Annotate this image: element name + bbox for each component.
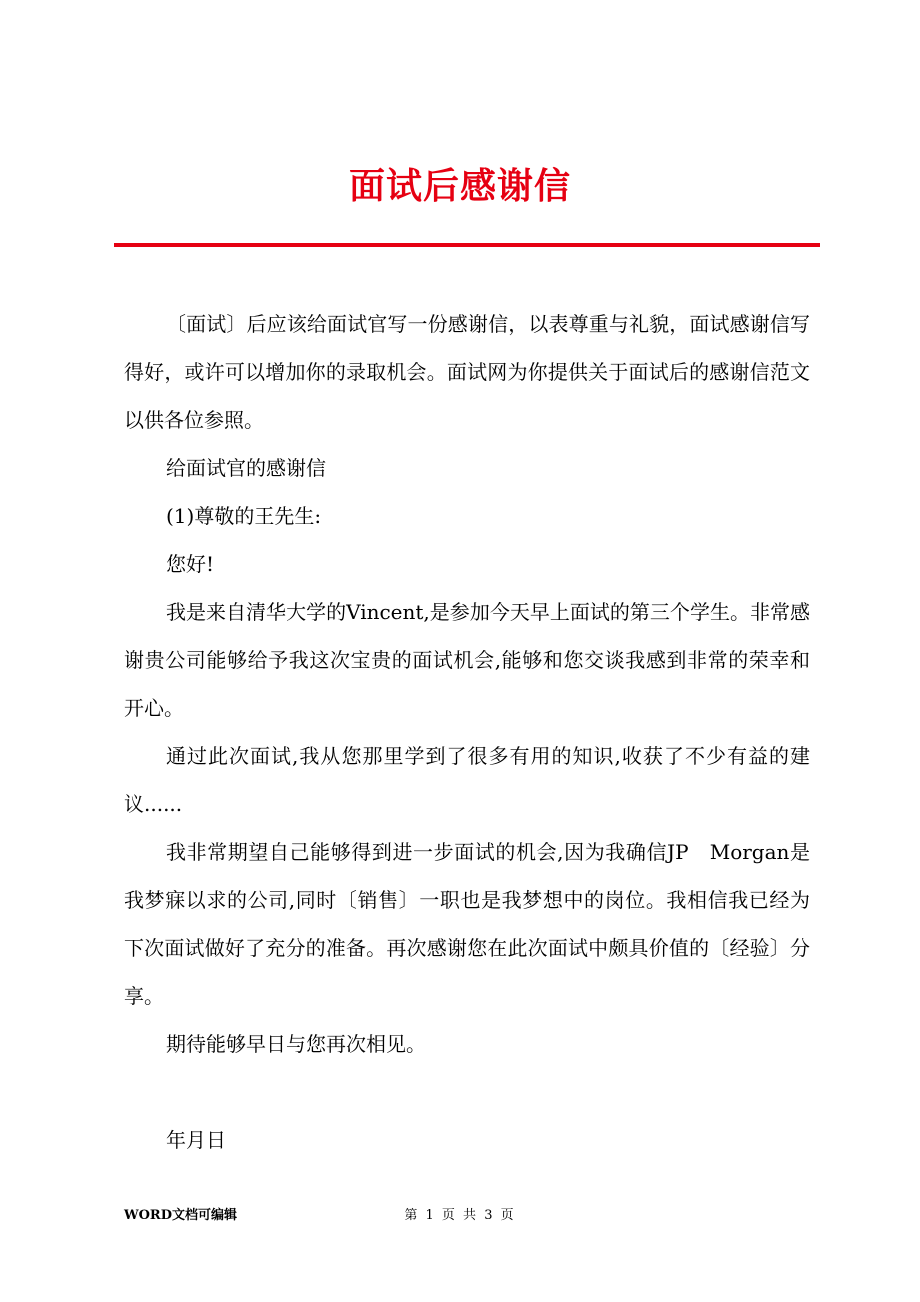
document-body [124, 300, 810, 1164]
body-paragraph-2: 通过此次面试,我从您那里学到了很多有用的知识,收获了不少有益的建议...... [124, 744, 810, 816]
title-divider [114, 243, 820, 247]
closing-paragraph: 期待能够早日与您再次相见。 [166, 1032, 426, 1056]
salutation: (1)尊敬的王先生: [166, 504, 322, 528]
body-paragraph-3: 我非常期望自己能够得到进一步面试的机会,因为我确信JP Morgan是我梦寐以求的公司,同时〔销售〕一职也是我梦想中的岗位。我相信我已经为下次面试做好了充分的准备。再次感谢您在此次面试中颇具价值的〔经验〕分享。 [124, 840, 810, 1008]
document-title: 面试后感谢信 [348, 165, 571, 207]
body-paragraph-1: 我是来自清华大学的Vincent,是参加今天早上面试的第三个学生。非常感谢贵公司能够给予我这次宝贵的面试机会,能够和您交谈我感到非常的荣幸和开心。 [124, 600, 810, 720]
greeting: 您好! [166, 552, 215, 576]
spacer [124, 1068, 810, 1116]
section-heading: 给面试官的感谢信 [166, 456, 326, 480]
date-line: 年月日 [166, 1128, 226, 1152]
footer-editable-note: WORD文档可编辑 [124, 1208, 238, 1223]
intro-paragraph: 〔面试〕后应该给面试官写一份感谢信，以表尊重与礼貌，面试感谢信写得好，或许可以增加你的录取机会。面试网为你提供关于面试后的感谢信范文以供各位参照。 [124, 312, 810, 432]
footer-page-number: 第 1 页 共 3 页 [404, 1208, 516, 1223]
